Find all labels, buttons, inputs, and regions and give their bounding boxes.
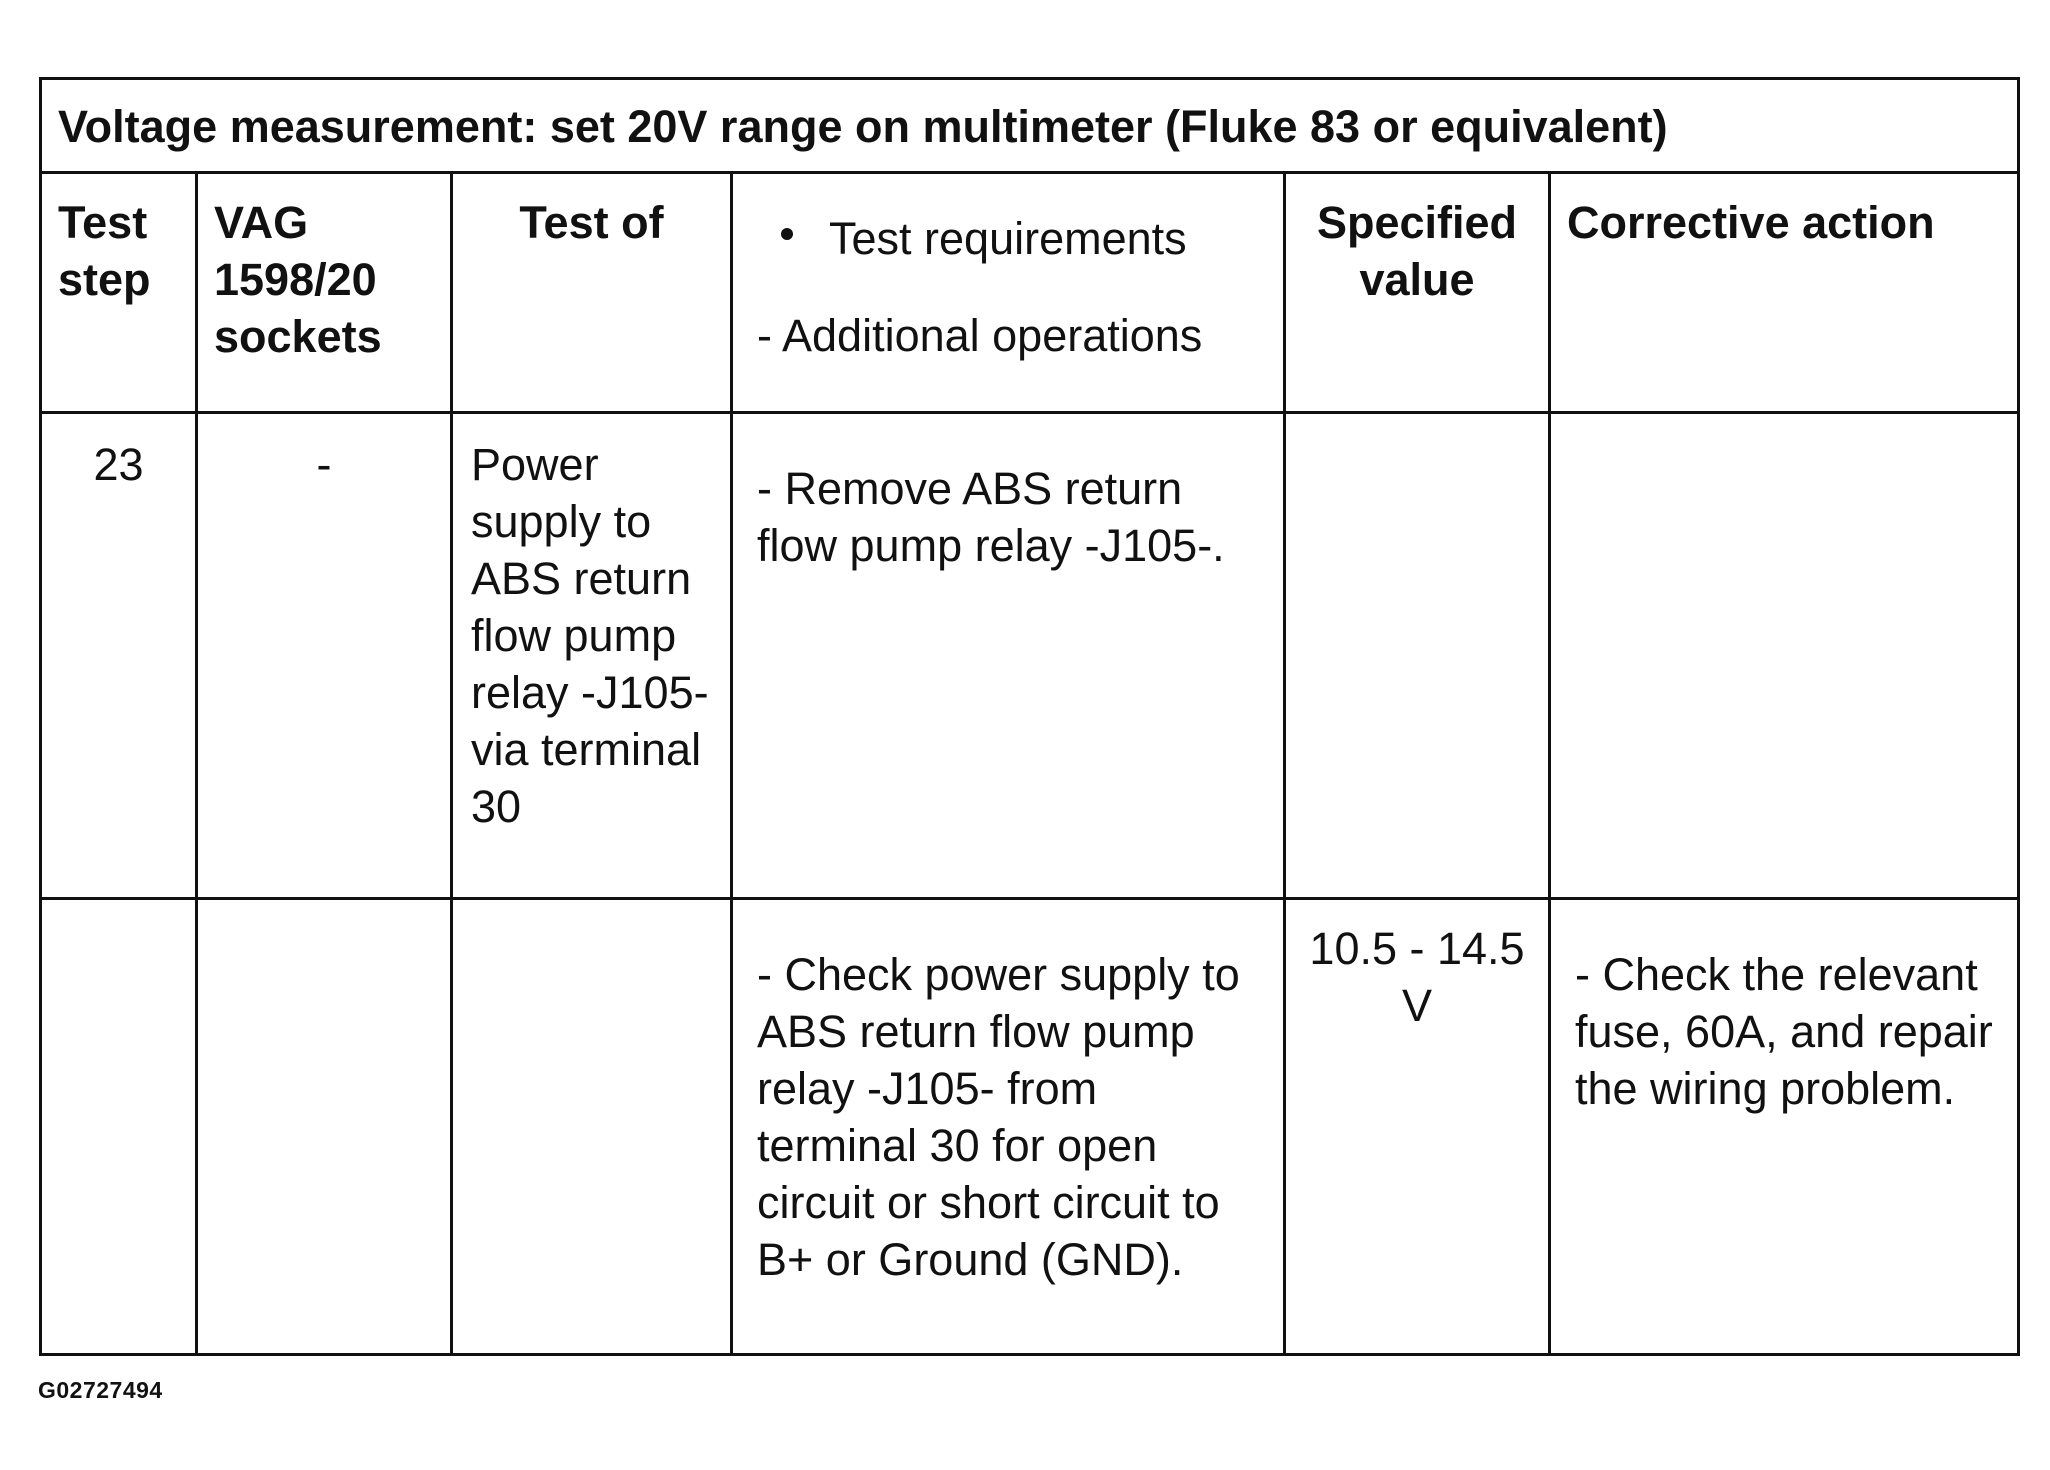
row1-corrective-action — [1551, 414, 2017, 900]
row2-test-of — [453, 900, 733, 1353]
row1-specified-value — [1286, 414, 1551, 900]
header-specified-value: Specified value — [1286, 174, 1551, 414]
header-test-requirements: Test requirements — [829, 213, 1187, 264]
header-requirements — [733, 174, 1286, 414]
row1-test-of: Power supply to ABS return flow pump relay -J105- via terminal 30 — [453, 414, 733, 900]
row2-sockets — [198, 900, 453, 1353]
header-sockets: VAG 1598/20 sockets — [198, 174, 453, 414]
table-grid — [42, 174, 2017, 1353]
header-corrective-action: Corrective action — [1551, 174, 2017, 414]
requirements-line — [757, 210, 1267, 267]
row1-sockets: - — [198, 414, 453, 900]
row2-specified-value: 10.5 - 14.5 V — [1286, 900, 1551, 1353]
header-test-step: Test step — [42, 174, 198, 414]
table-title: Voltage measurement: set 20V range on multimeter (Fluke 83 or equivalent) — [42, 80, 2017, 174]
procedure-table — [39, 77, 2020, 1356]
header-test-of: Test of — [453, 174, 733, 414]
bullet-icon — [781, 228, 793, 240]
row2-test-step — [42, 900, 198, 1353]
row1-requirements: - Remove ABS return flow pump relay -J105-. — [733, 414, 1286, 900]
row2-requirements: - Check power supply to ABS return flow pump relay -J105- from terminal 30 for open circuit or short circuit to B+ or Ground (GND). — [733, 900, 1286, 1353]
row2-corrective-action: - Check the relevant fuse, 60A, and repair the wiring problem. — [1575, 949, 1993, 1114]
figure-id: G02727494 — [38, 1377, 163, 1403]
row1-test-step: 23 — [42, 414, 198, 900]
header-additional-operations: - Additional operations — [757, 310, 1203, 361]
